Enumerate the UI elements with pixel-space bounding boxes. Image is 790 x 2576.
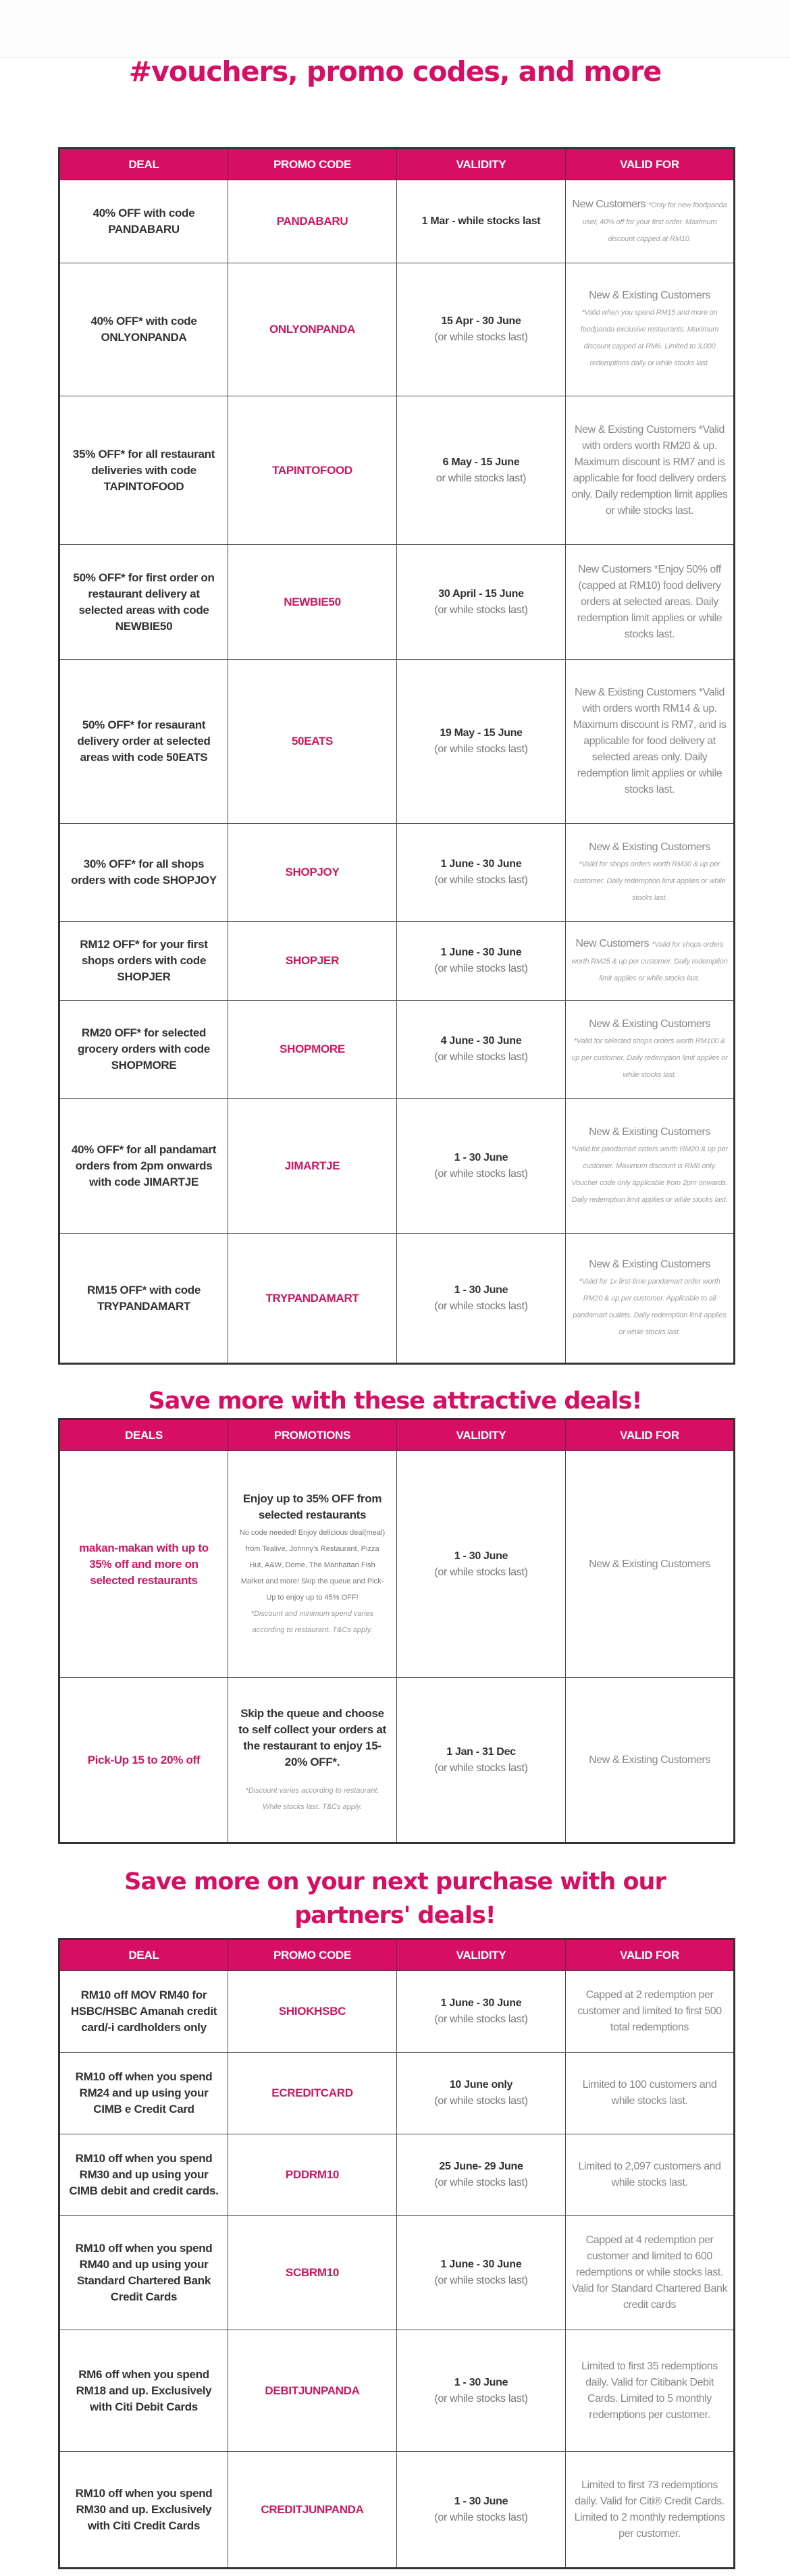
valid-for-terms: *Valid when you spend RM15 and more on foodpanda exclusive restaurants. Maximum discount capped at RM6. Limited to 3,000 redemptions daily or while stocks last. [580, 309, 719, 367]
validity-dates: 6 May - 15 June [442, 456, 520, 468]
valid-for-audience: New & Existing Customers *Valid with orders worth RM20 & up. Maximum discount is RM7 and is applicable for food delivery orders only. Daily redemption limit applies or while stocks last. [571, 423, 728, 517]
table-row [59, 1971, 735, 2053]
valid-for-cell [566, 1001, 735, 1099]
validity-cell [397, 2452, 566, 2569]
promo-code[interactable]: CREDITJUNPANDA [228, 2452, 397, 2569]
promo-code[interactable]: SHOPJOY [228, 824, 397, 922]
vouchers-table [58, 147, 735, 1365]
valid-for-terms: *Only for new foodpanda user, 40% off for your first order. Maximum discount capped at RM10. [582, 201, 727, 243]
valid-for-cell [566, 263, 735, 396]
validity-dates: 1 - 30 June [454, 1151, 508, 1163]
validity-note: (or while stocks last) [434, 2177, 528, 2188]
table-header-row [59, 1939, 735, 1971]
valid-for-cell [566, 1234, 735, 1364]
header-valid-for: VALID FOR [566, 1939, 735, 1971]
validity-note: (or while stocks last) [434, 963, 528, 974]
deal-cell: RM10 off when you spend RM24 and up using your CIMB e Credit Card [59, 2053, 228, 2134]
valid-for-cell [566, 1678, 735, 1843]
validity-cell [397, 1234, 566, 1364]
header-deal: DEAL [59, 149, 228, 180]
section-title-vouchers: #vouchers, promo codes, and more [128, 55, 662, 88]
promo-code[interactable]: SHIOKHSBC [228, 1971, 397, 2053]
header-valid-for: VALID FOR [566, 1419, 735, 1451]
valid-for-cell [566, 1099, 735, 1234]
promotion-terms: *Discount varies according to restaurant. While stocks last. T&Cs apply. [245, 1786, 379, 1811]
valid-for-cell [566, 396, 735, 545]
section-title-attractive-deals: Save more with these attractive deals! [148, 1388, 642, 1415]
validity-cell [397, 1451, 566, 1678]
valid-for-cell [566, 545, 735, 660]
validity-note: (or while stocks last) [434, 1566, 528, 1578]
validity-cell [397, 1971, 566, 2053]
deal-link[interactable]: Pick-Up 15 to 20% off [59, 1678, 228, 1843]
valid-for-cell [566, 2330, 735, 2452]
validity-note: (or while stocks last) [434, 1051, 528, 1063]
promotion-cell [228, 1451, 397, 1678]
validity-dates: 25 June- 29 June [439, 2161, 523, 2172]
promo-code[interactable]: DEBITJUNPANDA [228, 2330, 397, 2452]
table-row [59, 2216, 735, 2330]
valid-for-audience: New & Existing Customers *Valid with orders worth RM14 & up. Maximum discount is RM7, and is applicable for food delivery at selected areas only. Daily redemption limit applies or while stocks last. [573, 687, 727, 795]
valid-for-audience: New & Existing Customers [589, 1754, 710, 1766]
validity-dates: 1 - 30 June [454, 1284, 508, 1296]
valid-for-terms: Limited to first 35 redemptions daily. Valid for Citibank Debit Cards. Limited to 5 monthly redemptions per customer. [581, 2360, 718, 2421]
validity-dates: 1 - 30 June [454, 2376, 508, 2388]
validity-cell [397, 824, 566, 922]
promo-code[interactable]: ONLYONPANDA [228, 263, 397, 396]
promo-code[interactable]: SHOPJER [228, 922, 397, 1001]
deal-cell: RM6 off when you spend RM18 and up. Exclusively with Citi Debit Cards [59, 2330, 228, 2452]
validity-dates: 1 June - 30 June [440, 858, 522, 870]
valid-for-cell [566, 660, 735, 824]
valid-for-audience: New & Existing Customers [589, 1126, 710, 1138]
table-row [59, 263, 735, 396]
valid-for-audience: New Customers [572, 198, 646, 210]
validity-dates: 1 June - 30 June [440, 1997, 522, 2009]
deal-cell: RM20 OFF* for selected grocery orders with code SHOPMORE [59, 1001, 228, 1099]
validity-note: (or while stocks last) [434, 2014, 528, 2025]
table-row [59, 2330, 735, 2452]
valid-for-cell [566, 1971, 735, 2053]
validity-dates: 1 June - 30 June [440, 947, 522, 958]
validity-cell [397, 180, 566, 263]
valid-for-audience: New Customers [575, 937, 650, 949]
header-deals: DEALS [59, 1419, 228, 1451]
table-row [59, 1678, 735, 1843]
valid-for-terms: *Valid for shops orders worth RM30 & up per customer. Daily redemption limit applies or while stocks last. [573, 860, 726, 902]
table-row [59, 2452, 735, 2569]
validity-note: (or while stocks last) [434, 743, 528, 755]
promo-code[interactable]: TAPINTOFOOD [228, 396, 397, 545]
validity-note: (or while stocks last) [434, 1300, 528, 1312]
promo-code[interactable]: SHOPMORE [228, 1001, 397, 1099]
table-row [59, 1099, 735, 1234]
validity-dates: 1 - 30 June [454, 1550, 508, 1562]
validity-dates: 15 Apr - 30 June [441, 315, 521, 327]
header-promotions: PROMOTIONS [228, 1419, 397, 1451]
validity-note: (or while stocks last) [434, 332, 528, 343]
header-validity: VALIDITY [397, 149, 566, 180]
valid-for-cell [566, 2134, 735, 2216]
promo-code[interactable]: NEWBIE50 [228, 545, 397, 660]
deal-cell: RM10 off when you spend RM30 and up using your CIMB debit and credit cards. [59, 2134, 228, 2216]
valid-for-audience: New & Existing Customers [589, 841, 710, 853]
deal-link[interactable]: makan-makan with up to 35% off and more on selected restaurants [59, 1451, 228, 1678]
valid-for-cell [566, 824, 735, 922]
table-header-row [59, 149, 735, 180]
valid-for-cell [566, 180, 735, 263]
promo-code[interactable]: ECREDITCARD [228, 2053, 397, 2134]
deal-cell: RM10 off when you spend RM40 and up using your Standard Chartered Bank Credit Cards [59, 2216, 228, 2330]
valid-for-terms: *Valid for pandamart orders worth RM20 & up per customer. Maximum discount is RM8 only. Voucher code only applicable from 2pm onwards. Daily redemption limit applies or while stocks last. [571, 1145, 728, 1204]
deal-cell: 50% OFF* for first order on restaurant delivery at selected areas with code NEWBIE50 [59, 545, 228, 660]
valid-for-cell [566, 2053, 735, 2134]
valid-for-cell [566, 922, 735, 1001]
validity-cell [397, 263, 566, 396]
table-row [59, 660, 735, 824]
table-row [59, 922, 735, 1001]
deal-cell: RM10 off MOV RM40 for HSBC/HSBC Amanah credit card/-i cardholders only [59, 1971, 228, 2053]
header-promo-code: PROMO CODE [228, 1939, 397, 1971]
deal-cell: 40% OFF* with code ONLYONPANDA [59, 263, 228, 396]
promo-code[interactable]: TRYPANDAMART [228, 1234, 397, 1364]
valid-for-audience: New & Existing Customers [589, 1558, 710, 1570]
table-row [59, 2053, 735, 2134]
deal-cell: 35% OFF* for all restaurant deliveries with code TAPINTOFOOD [59, 396, 228, 545]
valid-for-terms: Capped at 2 redemption per customer and limited to first 500 total redemptions [577, 1989, 722, 2033]
deal-cell: RM10 off when you spend RM30 and up. Exclusively with Citi Credit Cards [59, 2452, 228, 2569]
validity-dates: 4 June - 30 June [440, 1035, 522, 1047]
header-validity: VALIDITY [397, 1939, 566, 1971]
table-row [59, 180, 735, 263]
deal-cell: 50% OFF* for resaurant delivery order at selected areas with code 50EATS [59, 660, 228, 824]
valid-for-terms: *Valid for selected shops orders worth RM100 & up per customer. Daily redemption limit applies or while stocks last. [571, 1036, 728, 1079]
header-valid-for: VALID FOR [566, 149, 735, 180]
promo-code[interactable]: 50EATS [228, 660, 397, 824]
promotion-cell [228, 1678, 397, 1843]
table-row [59, 824, 735, 922]
validity-dates: 1 Jan - 31 Dec [446, 1745, 516, 1758]
validity-note: (or while stocks last) [434, 2511, 528, 2523]
section-title-partner-deals: Save more on your next purchase with our partners' deals! [124, 1868, 666, 1929]
deal-cell: 40% OFF* for all pandamart orders from 2pm onwards with code JIMARTJE [59, 1099, 228, 1234]
header-promo-code: PROMO CODE [228, 149, 397, 180]
deal-cell: RM15 OFF* with code TRYPANDAMART [59, 1234, 228, 1364]
valid-for-terms: Limited to first 73 redemptions daily. Valid for Citi® Credit Cards. Limited to 2 monthly redemptions per customer. [574, 2479, 725, 2540]
table-row [59, 2134, 735, 2216]
validity-dates: 1 - 30 June [454, 2495, 508, 2507]
validity-cell [397, 922, 566, 1001]
partner-deals-table [58, 1938, 735, 2569]
valid-for-audience: New Customers *Enjoy 50% off (capped at RM10) food delivery orders at selected areas. Daily redemption limit applies or while stocks last. [577, 563, 722, 640]
valid-for-audience: New & Existing Customers [589, 1258, 710, 1270]
header-deal: DEAL [59, 1939, 228, 1971]
validity-cell [397, 2134, 566, 2216]
validity-cell [397, 660, 566, 824]
valid-for-audience: New & Existing Customers [589, 1018, 710, 1030]
table-row [59, 396, 735, 545]
promotion-details: No code needed! Enjoy delicious deal(meal) from Tealive, Johnny's Restaurant, Pizza Hut, A&W, Dome, The Manhattan Fish Market and more! Skip the queue and Pick-Up to enjoy up to 45% OFF! [239, 1528, 386, 1602]
validity-note: (or while stocks last) [434, 2095, 528, 2107]
table-row [59, 545, 735, 660]
validity-note: or while stocks last) [436, 472, 527, 484]
validity-note: (or while stocks last) [434, 604, 528, 616]
validity-cell [397, 2216, 566, 2330]
valid-for-cell [566, 2216, 735, 2330]
table-row [59, 1001, 735, 1099]
validity-dates: 19 May - 15 June [440, 727, 523, 739]
promo-code[interactable]: PANDABARU [228, 180, 397, 263]
validity-cell [397, 1001, 566, 1099]
validity-dates: 30 April - 15 June [438, 587, 524, 600]
table-row [59, 1234, 735, 1364]
deal-cell: RM12 OFF* for your first shops orders with code SHOPJER [59, 922, 228, 1001]
attractive-deals-table [58, 1418, 735, 1844]
valid-for-terms: Limited to 100 customers and while stocks last. [582, 2079, 717, 2107]
promo-code[interactable]: SCBRM10 [228, 2216, 397, 2330]
validity-cell [397, 396, 566, 545]
validity-note: (or while stocks last) [434, 874, 528, 886]
promo-code[interactable]: JIMARTJE [228, 1099, 397, 1234]
table-row [59, 1451, 735, 1678]
valid-for-audience: New & Existing Customers [589, 290, 710, 301]
validity-note: (or while stocks last) [434, 2275, 528, 2286]
validity-note: (or while stocks last) [434, 1167, 528, 1180]
valid-for-cell [566, 2452, 735, 2569]
validity-cell [397, 545, 566, 660]
top-header-band [0, 0, 790, 58]
deal-cell: 40% OFF with code PANDABARU [59, 180, 228, 263]
header-validity: VALIDITY [397, 1419, 566, 1451]
valid-for-terms: Limited to 2,097 customers and while stocks last. [578, 2161, 721, 2188]
validity-cell [397, 1099, 566, 1234]
promotion-terms: *Discount and minimum spend varies according to restaurant. T&Cs apply. [251, 1609, 374, 1634]
validity-note: (or while stocks last) [434, 1762, 528, 1774]
validity-cell [397, 1678, 566, 1843]
valid-for-terms: *Valid for shops orders worth RM25 & up per customer. Daily redemption limit applies or while stocks last. [571, 940, 728, 982]
deal-cell: 30% OFF* for all shops orders with code SHOPJOY [59, 824, 228, 922]
table-header-row [59, 1419, 735, 1451]
promotion-headline: Skip the queue and choose to self collect your orders at the restaurant to enjoy 15-20% OFF*. [238, 1706, 386, 1768]
promo-code[interactable]: PDDRM10 [228, 2134, 397, 2216]
validity-dates: 1 June - 30 June [440, 2259, 522, 2270]
validity-cell [397, 2053, 566, 2134]
valid-for-terms: Capped at 4 redemption per customer and limited to 600 redemptions or while stocks last. Valid for Standard Chartered Bank credit cards [571, 2234, 728, 2311]
promotion-headline: Enjoy up to 35% OFF from selected restaurants [242, 1492, 382, 1521]
validity-dates: 1 Mar - while stocks last [421, 215, 541, 227]
validity-note: (or while stocks last) [434, 2392, 528, 2404]
validity-dates: 10 June only [449, 2079, 513, 2091]
valid-for-terms: *Valid for 1x first-time pandamart order worth RM20 & up per customer. Applicable to all pandamart outlets. Daily redemption limit applies or while stocks last. [573, 1277, 727, 1336]
validity-cell [397, 2330, 566, 2452]
valid-for-cell [566, 1451, 735, 1678]
